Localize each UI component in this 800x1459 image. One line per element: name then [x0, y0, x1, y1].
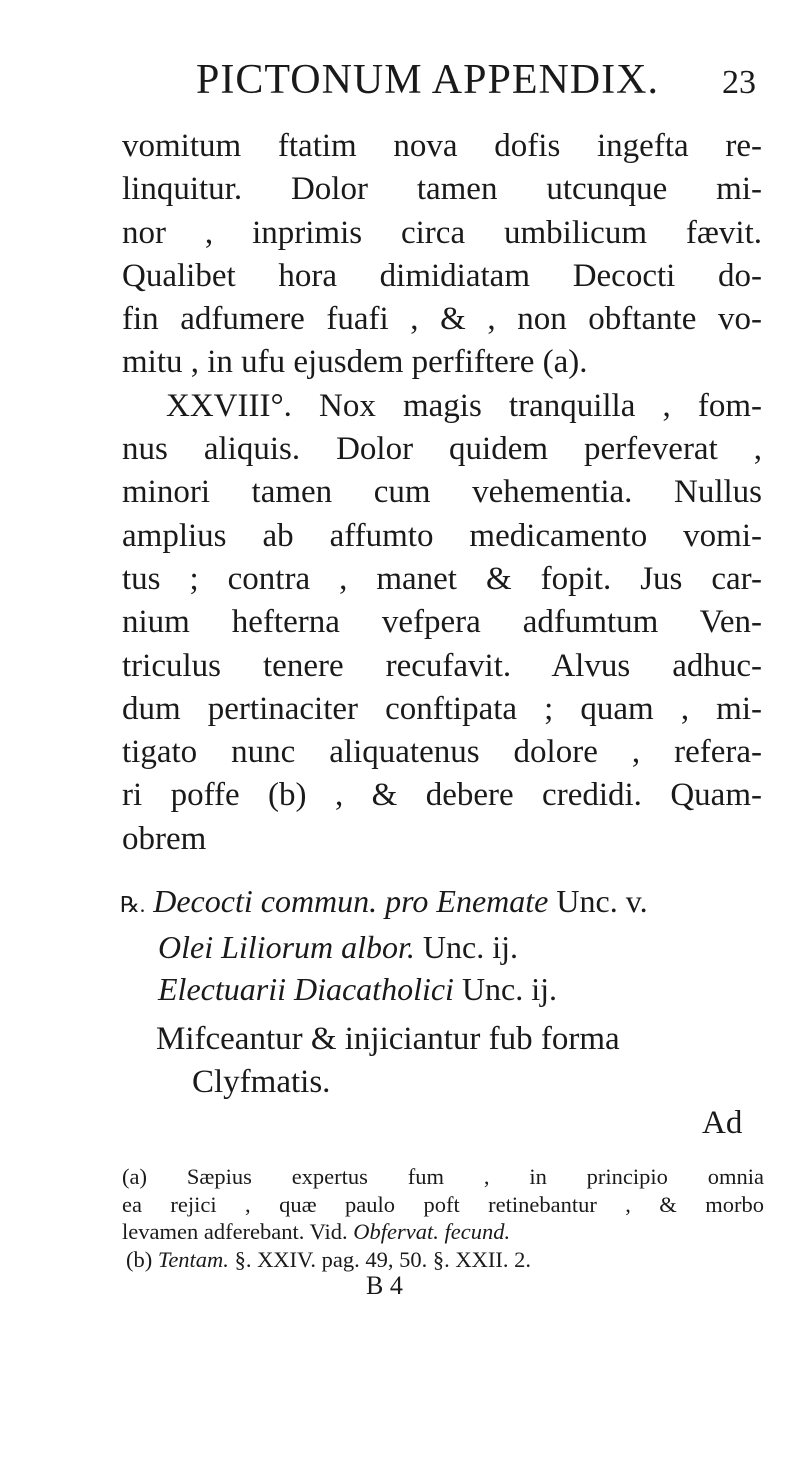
ingredient-name: Decocti commun. pro Enemate [153, 883, 549, 919]
text-line: vomitum ftatim nova dofis ingefta re- [122, 128, 762, 164]
ingredient-name: Olei Liliorum albor. [158, 929, 415, 965]
body-paragraph [122, 125, 762, 861]
footnote-marker: (b) [126, 1246, 153, 1272]
prescription [120, 880, 760, 1010]
text-line: Mifceantur & injiciantur fub forma [156, 1021, 620, 1057]
text-line: minori tamen cum vehementia. Nullus [122, 474, 762, 511]
footnote-a-line [122, 1218, 764, 1246]
text-line: linquitur. Dolor tamen utcunque mi- [122, 171, 762, 208]
text-line: tus ; contra , manet & fopit. Jus car- [122, 560, 762, 597]
running-head: PICTONUM APPENDIX. [196, 57, 659, 103]
text-line: triculus tenere recufavit. Alvus adhuc- [122, 647, 762, 684]
ingredient-quantity: Unc. ij. [422, 929, 519, 965]
ingredient-name: Electuarii Diacatholici [158, 971, 454, 1007]
text-line: XXVIII°. Nox magis tranquilla , fom- [166, 387, 762, 424]
signature-mark: B 4 [366, 1271, 403, 1300]
recipe-symbol: ℞. [120, 892, 146, 917]
text-line: nium hefterna vefpera adfumtum Ven- [122, 604, 762, 641]
prescription-item [120, 880, 760, 926]
footnote-text: §. XXIV. pag. 49, 50. §. XXII. 2. [234, 1246, 531, 1272]
text-line: Clyfmatis. [192, 1064, 331, 1100]
footnotes [122, 1163, 764, 1273]
prescription-item [120, 968, 760, 1010]
catchword: Ad [702, 1105, 743, 1141]
text-line: amplius ab affumto medicamento vomi- [122, 517, 762, 554]
text-line: ri poffe (b) , & debere credidi. Quam- [122, 777, 762, 814]
footnote-reference: Obfervat. fecund. [353, 1219, 511, 1244]
preparation-instruction [156, 1018, 766, 1104]
page-number: 23 [722, 64, 756, 101]
footnote-reference: Tentam. [157, 1246, 229, 1272]
footnote-text: levamen adferebant. Vid. [122, 1219, 348, 1244]
text-line: dum pertinaciter conftipata ; quam , mi- [122, 690, 762, 727]
text-line: fin adfumere fuafi , & , non obftante vo- [122, 301, 762, 338]
footnote-a-line: ea rejici , quæ paulo poft retinebantur , & morbo [122, 1191, 764, 1217]
ingredient-quantity: Unc. ij. [461, 971, 558, 1007]
footnote-a: (a) Sæpius expertus fum , in principio omnia [122, 1164, 764, 1189]
text-line: tigato nunc aliquatenus dolore , refera- [122, 734, 762, 771]
text-line: Qualibet hora dimidiatam Decocti do- [122, 257, 762, 294]
text-line: nus aliquis. Dolor quidem perfeverat , [122, 431, 762, 468]
footnote-b [122, 1246, 764, 1274]
text-line: mitu , in ufu ejusdem perfiftere (a). [122, 344, 588, 381]
text-line: obrem [122, 820, 207, 857]
text-line: nor , inprimis circa umbilicum fævit. [122, 214, 762, 251]
prescription-item [120, 926, 760, 968]
ingredient-quantity: Unc. v. [556, 883, 648, 919]
